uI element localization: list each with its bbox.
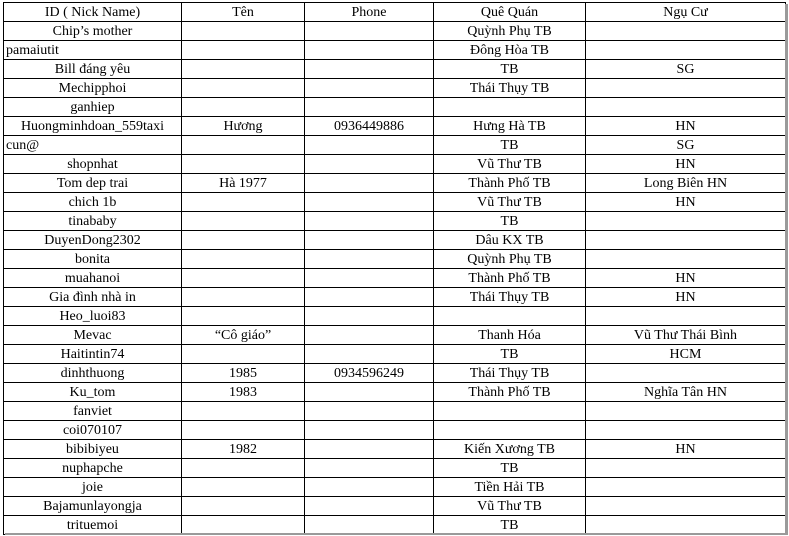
cell-residence — [586, 79, 786, 98]
cell-name — [182, 516, 305, 535]
cell-hometown: TB — [434, 136, 586, 155]
cell-residence: HN — [586, 440, 786, 459]
cell-id: Chip’s mother — [4, 22, 182, 41]
cell-phone — [305, 345, 434, 364]
cell-hometown: Kiến Xương TB — [434, 440, 586, 459]
cell-residence — [586, 98, 786, 117]
cell-id: muahanoi — [4, 269, 182, 288]
table-row — [4, 383, 786, 402]
cell-name — [182, 288, 305, 307]
table-row — [4, 497, 786, 516]
table-row — [4, 174, 786, 193]
cell-name — [182, 497, 305, 516]
table-row — [4, 98, 786, 117]
table-row — [4, 288, 786, 307]
cell-phone — [305, 307, 434, 326]
table-row — [4, 155, 786, 174]
cell-residence — [586, 364, 786, 383]
table-row — [4, 440, 786, 459]
cell-id: coi070107 — [4, 421, 182, 440]
table-body — [4, 22, 786, 535]
cell-residence: HN — [586, 193, 786, 212]
table-row — [4, 345, 786, 364]
table-row — [4, 193, 786, 212]
header-residence: Ngụ Cư — [586, 3, 786, 22]
cell-residence — [586, 250, 786, 269]
cell-name — [182, 345, 305, 364]
table-row — [4, 117, 786, 136]
cell-id: shopnhat — [4, 155, 182, 174]
cell-phone — [305, 98, 434, 117]
cell-hometown: TB — [434, 459, 586, 478]
cell-hometown — [434, 421, 586, 440]
cell-id: Heo_luoi83 — [4, 307, 182, 326]
cell-residence: HN — [586, 288, 786, 307]
cell-hometown: TB — [434, 345, 586, 364]
cell-hometown: TB — [434, 516, 586, 535]
header-name: Tên — [182, 3, 305, 22]
cell-name — [182, 193, 305, 212]
cell-hometown: Quỳnh Phụ TB — [434, 22, 586, 41]
cell-id: dinhthuong — [4, 364, 182, 383]
cell-residence — [586, 478, 786, 497]
cell-residence — [586, 212, 786, 231]
cell-hometown: TB — [434, 60, 586, 79]
cell-id: cun@ — [4, 136, 182, 155]
cell-residence: HN — [586, 117, 786, 136]
cell-id: Huongminhdoan_559taxi — [4, 117, 182, 136]
cell-id: DuyenDong2302 — [4, 231, 182, 250]
cell-id: nuphapche — [4, 459, 182, 478]
cell-phone — [305, 269, 434, 288]
cell-phone — [305, 212, 434, 231]
cell-phone — [305, 136, 434, 155]
header-hometown: Quê Quán — [434, 3, 586, 22]
cell-residence: HN — [586, 269, 786, 288]
cell-id: Haitintin74 — [4, 345, 182, 364]
cell-residence: Long Biên HN — [586, 174, 786, 193]
cell-id: Bill đáng yêu — [4, 60, 182, 79]
cell-hometown: Thái Thụy TB — [434, 288, 586, 307]
cell-name: Hà 1977 — [182, 174, 305, 193]
table-row — [4, 60, 786, 79]
cell-hometown: Dâu KX TB — [434, 231, 586, 250]
table-row — [4, 516, 786, 535]
cell-name — [182, 22, 305, 41]
cell-phone — [305, 288, 434, 307]
cell-id: ganhiep — [4, 98, 182, 117]
cell-residence: HN — [586, 155, 786, 174]
table-row — [4, 41, 786, 60]
cell-phone — [305, 440, 434, 459]
cell-residence — [586, 231, 786, 250]
header-phone: Phone — [305, 3, 434, 22]
cell-id: tinababy — [4, 212, 182, 231]
cell-residence: Vũ Thư Thái Bình — [586, 326, 786, 345]
cell-phone: 0936449886 — [305, 117, 434, 136]
cell-phone — [305, 231, 434, 250]
table-row — [4, 478, 786, 497]
cell-name — [182, 136, 305, 155]
cell-hometown: Tiền Hải TB — [434, 478, 586, 497]
cell-hometown: Thanh Hóa — [434, 326, 586, 345]
cell-name: Hương — [182, 117, 305, 136]
cell-hometown: Quỳnh Phụ TB — [434, 250, 586, 269]
cell-name: “Cô giáo” — [182, 326, 305, 345]
cell-name — [182, 212, 305, 231]
cell-phone — [305, 497, 434, 516]
cell-name — [182, 459, 305, 478]
table-row — [4, 136, 786, 155]
table-row — [4, 212, 786, 231]
table-row — [4, 402, 786, 421]
cell-name: 1983 — [182, 383, 305, 402]
cell-residence — [586, 402, 786, 421]
cell-name: 1982 — [182, 440, 305, 459]
cell-id: Mechipphoi — [4, 79, 182, 98]
cell-phone: 0934596249 — [305, 364, 434, 383]
cell-name — [182, 79, 305, 98]
cell-phone — [305, 174, 434, 193]
table-row — [4, 307, 786, 326]
cell-hometown: Thành Phố TB — [434, 174, 586, 193]
cell-phone — [305, 516, 434, 535]
cell-name — [182, 269, 305, 288]
cell-phone — [305, 402, 434, 421]
nickname-table — [3, 2, 786, 535]
cell-id: Bajamunlayongja — [4, 497, 182, 516]
cell-id: Tom dep trai — [4, 174, 182, 193]
cell-residence — [586, 497, 786, 516]
cell-name — [182, 231, 305, 250]
cell-name — [182, 155, 305, 174]
cell-hometown: Thành Phố TB — [434, 383, 586, 402]
cell-name — [182, 421, 305, 440]
cell-hometown: Vũ Thư TB — [434, 193, 586, 212]
cell-phone — [305, 155, 434, 174]
cell-id: Ku_tom — [4, 383, 182, 402]
cell-name — [182, 98, 305, 117]
cell-phone — [305, 421, 434, 440]
cell-id: Mevac — [4, 326, 182, 345]
table-row — [4, 269, 786, 288]
cell-id: chich 1b — [4, 193, 182, 212]
cell-id: fanviet — [4, 402, 182, 421]
table-row — [4, 364, 786, 383]
table-row — [4, 459, 786, 478]
table-shadow-bottom — [5, 533, 788, 535]
cell-id: bibibiyeu — [4, 440, 182, 459]
cell-residence — [586, 421, 786, 440]
cell-phone — [305, 79, 434, 98]
cell-phone — [305, 383, 434, 402]
table-row — [4, 250, 786, 269]
cell-hometown: Thái Thụy TB — [434, 79, 586, 98]
cell-name — [182, 250, 305, 269]
cell-name — [182, 41, 305, 60]
cell-residence: SG — [586, 60, 786, 79]
cell-phone — [305, 250, 434, 269]
cell-residence: HCM — [586, 345, 786, 364]
cell-hometown: Đông Hòa TB — [434, 41, 586, 60]
cell-residence — [586, 22, 786, 41]
cell-name — [182, 402, 305, 421]
cell-hometown: Thành Phố TB — [434, 269, 586, 288]
cell-id: joie — [4, 478, 182, 497]
cell-hometown: Hưng Hà TB — [434, 117, 586, 136]
cell-residence — [586, 307, 786, 326]
cell-phone — [305, 22, 434, 41]
cell-id: Gia đình nhà in — [4, 288, 182, 307]
cell-phone — [305, 478, 434, 497]
cell-hometown — [434, 402, 586, 421]
table-shadow-right — [785, 4, 788, 534]
table-row — [4, 79, 786, 98]
cell-hometown — [434, 307, 586, 326]
cell-name — [182, 478, 305, 497]
table-row — [4, 326, 786, 345]
cell-residence — [586, 41, 786, 60]
header-id: ID ( Nick Name) — [4, 3, 182, 22]
cell-name: 1985 — [182, 364, 305, 383]
cell-hometown — [434, 98, 586, 117]
table-row — [4, 22, 786, 41]
cell-hometown: TB — [434, 212, 586, 231]
table-row — [4, 231, 786, 250]
cell-id: pamaiutit — [4, 41, 182, 60]
table-header-row — [4, 3, 786, 22]
cell-residence — [586, 516, 786, 535]
cell-phone — [305, 41, 434, 60]
table-row — [4, 421, 786, 440]
cell-phone — [305, 193, 434, 212]
nickname-table-wrapper — [3, 2, 785, 534]
cell-id: bonita — [4, 250, 182, 269]
cell-name — [182, 60, 305, 79]
cell-residence — [586, 459, 786, 478]
cell-hometown: Vũ Thư TB — [434, 155, 586, 174]
cell-phone — [305, 459, 434, 478]
cell-id: trituemoi — [4, 516, 182, 535]
cell-name — [182, 307, 305, 326]
cell-phone — [305, 326, 434, 345]
cell-residence: SG — [586, 136, 786, 155]
cell-hometown: Vũ Thư TB — [434, 497, 586, 516]
cell-hometown: Thái Thụy TB — [434, 364, 586, 383]
cell-phone — [305, 60, 434, 79]
cell-residence: Nghĩa Tân HN — [586, 383, 786, 402]
